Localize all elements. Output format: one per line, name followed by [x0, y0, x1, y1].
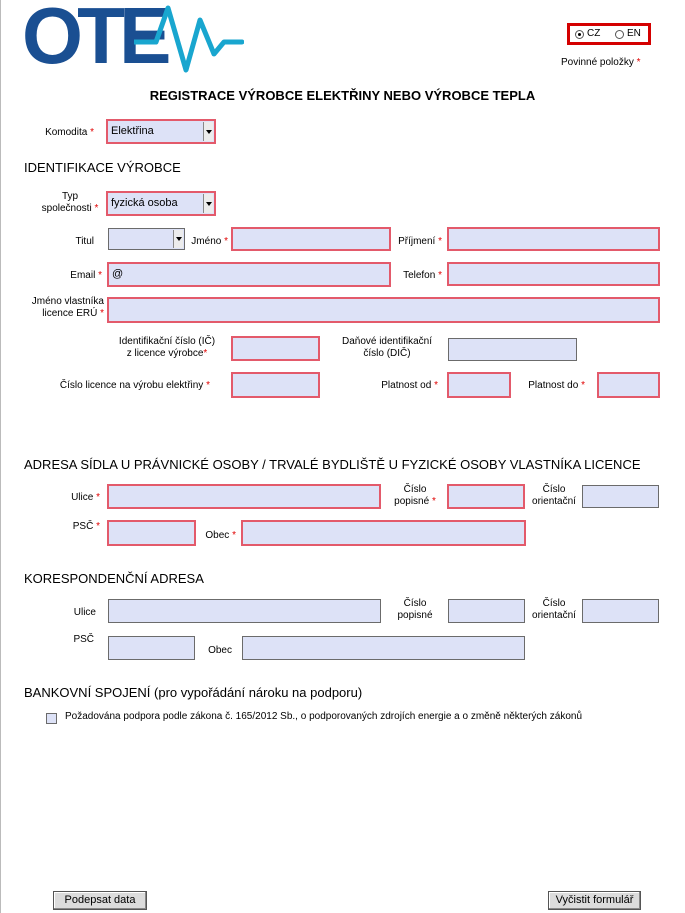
- chevron-down-icon[interactable]: [203, 122, 213, 141]
- adresa-ulice-input[interactable]: [107, 484, 381, 509]
- titul-label: Titul: [75, 236, 94, 247]
- koresp-cislo-or-input[interactable]: [582, 599, 659, 623]
- vlastnik-label: Jméno vlastníka licence ERÚ *: [31, 296, 104, 319]
- section-identifikace: IDENTIFIKACE VÝROBCE: [24, 160, 181, 175]
- language-selector: [567, 23, 651, 45]
- email-value: @: [112, 268, 124, 280]
- platnost-od-input[interactable]: [447, 372, 511, 398]
- typ-label: Typ společnosti *: [41, 191, 99, 214]
- radio-cz-label: CZ: [587, 28, 601, 39]
- ic-input[interactable]: [231, 336, 320, 361]
- logo-wave-icon: [134, 2, 244, 74]
- prijmeni-label: Příjmení *: [398, 236, 442, 247]
- email-label: Email *: [70, 270, 102, 281]
- telefon-label: Telefon *: [403, 270, 442, 281]
- form-title: REGISTRACE VÝROBCE ELEKTŘINY NEBO VÝROBCE TEPLA: [149, 88, 536, 103]
- podpora-checkbox-label: Požadována podpora podle zákona č. 165/2012 Sb., o podporovaných zdrojích energie a o změně některých zákonů: [65, 711, 583, 722]
- clear-form-button[interactable]: Vyčistit formulář: [548, 891, 641, 910]
- platnost-do-label: Platnost do *: [528, 380, 585, 391]
- typ-value: fyzická osoba: [111, 197, 178, 209]
- koresp-ulice-label: Ulice: [73, 607, 96, 618]
- required-legend-text: Povinné položky: [561, 57, 634, 68]
- page-edge: [0, 0, 1, 913]
- komodita-select[interactable]: [106, 119, 216, 144]
- section-adresa: ADRESA SÍDLA U PRÁVNICKÉ OSOBY / TRVALÉ BYDLIŠTĚ U FYZICKÉ OSOBY VLASTNÍKA LICENCE: [24, 457, 641, 472]
- adresa-cislo-pop-input[interactable]: [447, 484, 525, 509]
- jmeno-input[interactable]: [231, 227, 391, 251]
- radio-en[interactable]: [615, 30, 624, 39]
- logo-text: OTE: [22, 0, 166, 80]
- sign-data-button[interactable]: Podepsat data: [53, 891, 147, 910]
- podpora-checkbox[interactable]: [46, 713, 57, 724]
- jmeno-label: Jméno *: [191, 236, 228, 247]
- chevron-down-icon[interactable]: [203, 194, 213, 213]
- koresp-ulice-input[interactable]: [108, 599, 381, 623]
- koresp-psc-input[interactable]: [108, 636, 195, 660]
- section-korespondence: KORESPONDENČNÍ ADRESA: [24, 571, 204, 586]
- required-asterisk: *: [636, 57, 641, 68]
- platnost-od-label: Platnost od *: [381, 380, 438, 391]
- ote-logo: [22, 0, 242, 80]
- adresa-cislo-or-input[interactable]: [582, 485, 659, 508]
- section-bank: BANKOVNÍ SPOJENÍ (pro vypořádání nároku na podporu): [24, 685, 363, 700]
- koresp-obec-input[interactable]: [242, 636, 525, 660]
- adresa-ulice-label: Ulice *: [71, 492, 100, 503]
- koresp-cislo-pop-label: Číslo popisné: [397, 598, 433, 621]
- licence-label: Číslo licence na výrobu elektřiny *: [59, 380, 210, 391]
- prijmeni-input[interactable]: [447, 227, 660, 251]
- platnost-do-input[interactable]: [597, 372, 660, 398]
- titul-select[interactable]: [108, 228, 185, 250]
- required-legend: [561, 57, 641, 69]
- adresa-psc-label: PSČ *: [72, 521, 100, 532]
- radio-en-label: EN: [627, 28, 641, 39]
- adresa-obec-input[interactable]: [241, 520, 526, 546]
- ic-label: Identifikační číslo (IČ) z licence výrobce*: [118, 336, 216, 359]
- koresp-psc-label: PSČ: [73, 634, 94, 645]
- komodita-label: Komodita *: [45, 127, 94, 138]
- telefon-input[interactable]: [447, 262, 660, 286]
- radio-cz[interactable]: [575, 30, 584, 39]
- adresa-cislo-or-label: Číslo orientační: [532, 484, 576, 507]
- typ-spolecnosti-select[interactable]: [106, 191, 216, 216]
- dic-input[interactable]: [448, 338, 577, 361]
- dic-label: Daňové identifikační číslo (DIČ): [341, 336, 433, 359]
- koresp-cislo-or-label: Číslo orientační: [532, 598, 576, 621]
- email-input[interactable]: [107, 262, 391, 287]
- licence-input[interactable]: [231, 372, 320, 398]
- koresp-cislo-pop-input[interactable]: [448, 599, 525, 623]
- vlastnik-licence-input[interactable]: [107, 297, 660, 323]
- adresa-psc-input[interactable]: [107, 520, 196, 546]
- koresp-obec-label: Obec: [208, 645, 232, 656]
- adresa-obec-label: Obec *: [205, 530, 236, 541]
- komodita-value: Elektřina: [111, 125, 154, 137]
- adresa-cislo-pop-label: Číslo popisné *: [394, 484, 436, 507]
